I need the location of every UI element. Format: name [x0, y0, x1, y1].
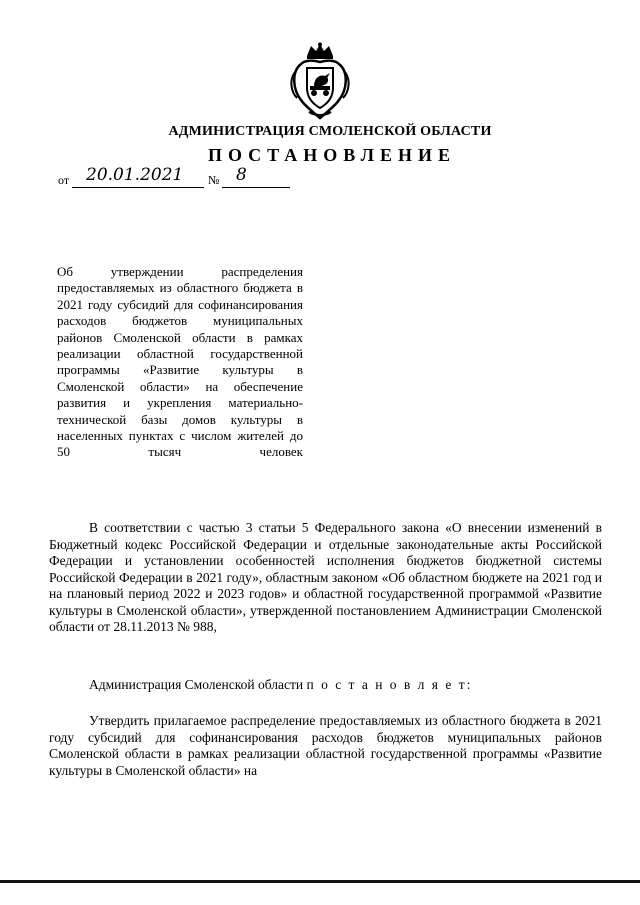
organization-title: АДМИНИСТРАЦИЯ СМОЛЕНСКОЙ ОБЛАСТИ [168, 124, 492, 139]
document-type: ПОСТАНОВЛЕНИЕ [207, 145, 457, 165]
preamble-paragraph: В соответствии с частью 3 статьи 5 Федерального закона «О внесении изменений в Бюджетный кодекс Российской Федерации и отдельные законодательные акты Российской Федерации и установлении особенностей исполнения бюджетов бюджетной системы Российской Федерации в 2021 году», областным законом «Об областном бюджете на 2021 год и на плановый период 2022 и 2023 годов» и областной государственной программой «Развитие культуры в Смоленской области», утвержденной постановлением Администрации Смоленской области от 28.11.2013 № 988, [49, 520, 602, 634]
page-edge-line [0, 880, 640, 883]
document-subject: Об утверждении распределения предоставляемых из областного бюджета в 2021 году субсидий для софинансирования расходов бюджетов муниципальных районов Смоленской области в рамках реализации областной государственной программы «Развитие культуры в Смоленской области» на обеспечение развития и укрепления материально-технической базы домов культуры в населенных пунктах с числом жителей до 50 тысяч человек [57, 264, 303, 460]
resolution-line [49, 677, 602, 694]
resolution-subject: Администрация Смоленской области [89, 677, 304, 692]
number-label: № [208, 173, 220, 187]
resolution-verb: п о с т а н о в л я е т: [306, 677, 473, 692]
date-number-line [58, 165, 318, 189]
date-value: 20.01.2021 [86, 165, 184, 185]
number-underline [222, 187, 290, 188]
number-value: 8 [236, 165, 247, 185]
smolensk-coat-of-arms-icon [287, 42, 353, 120]
date-label: от [58, 173, 70, 187]
date-underline [72, 187, 204, 188]
resolution-paragraph-1: Утвердить прилагаемое распределение предоставляемых из областного бюджета в 2021 году субсидий для софинансирования расходов бюджетов муниципальных районов Смоленской области в рамках реализации областной государственной программы «Развитие культуры в Смоленской области» на [49, 713, 602, 778]
